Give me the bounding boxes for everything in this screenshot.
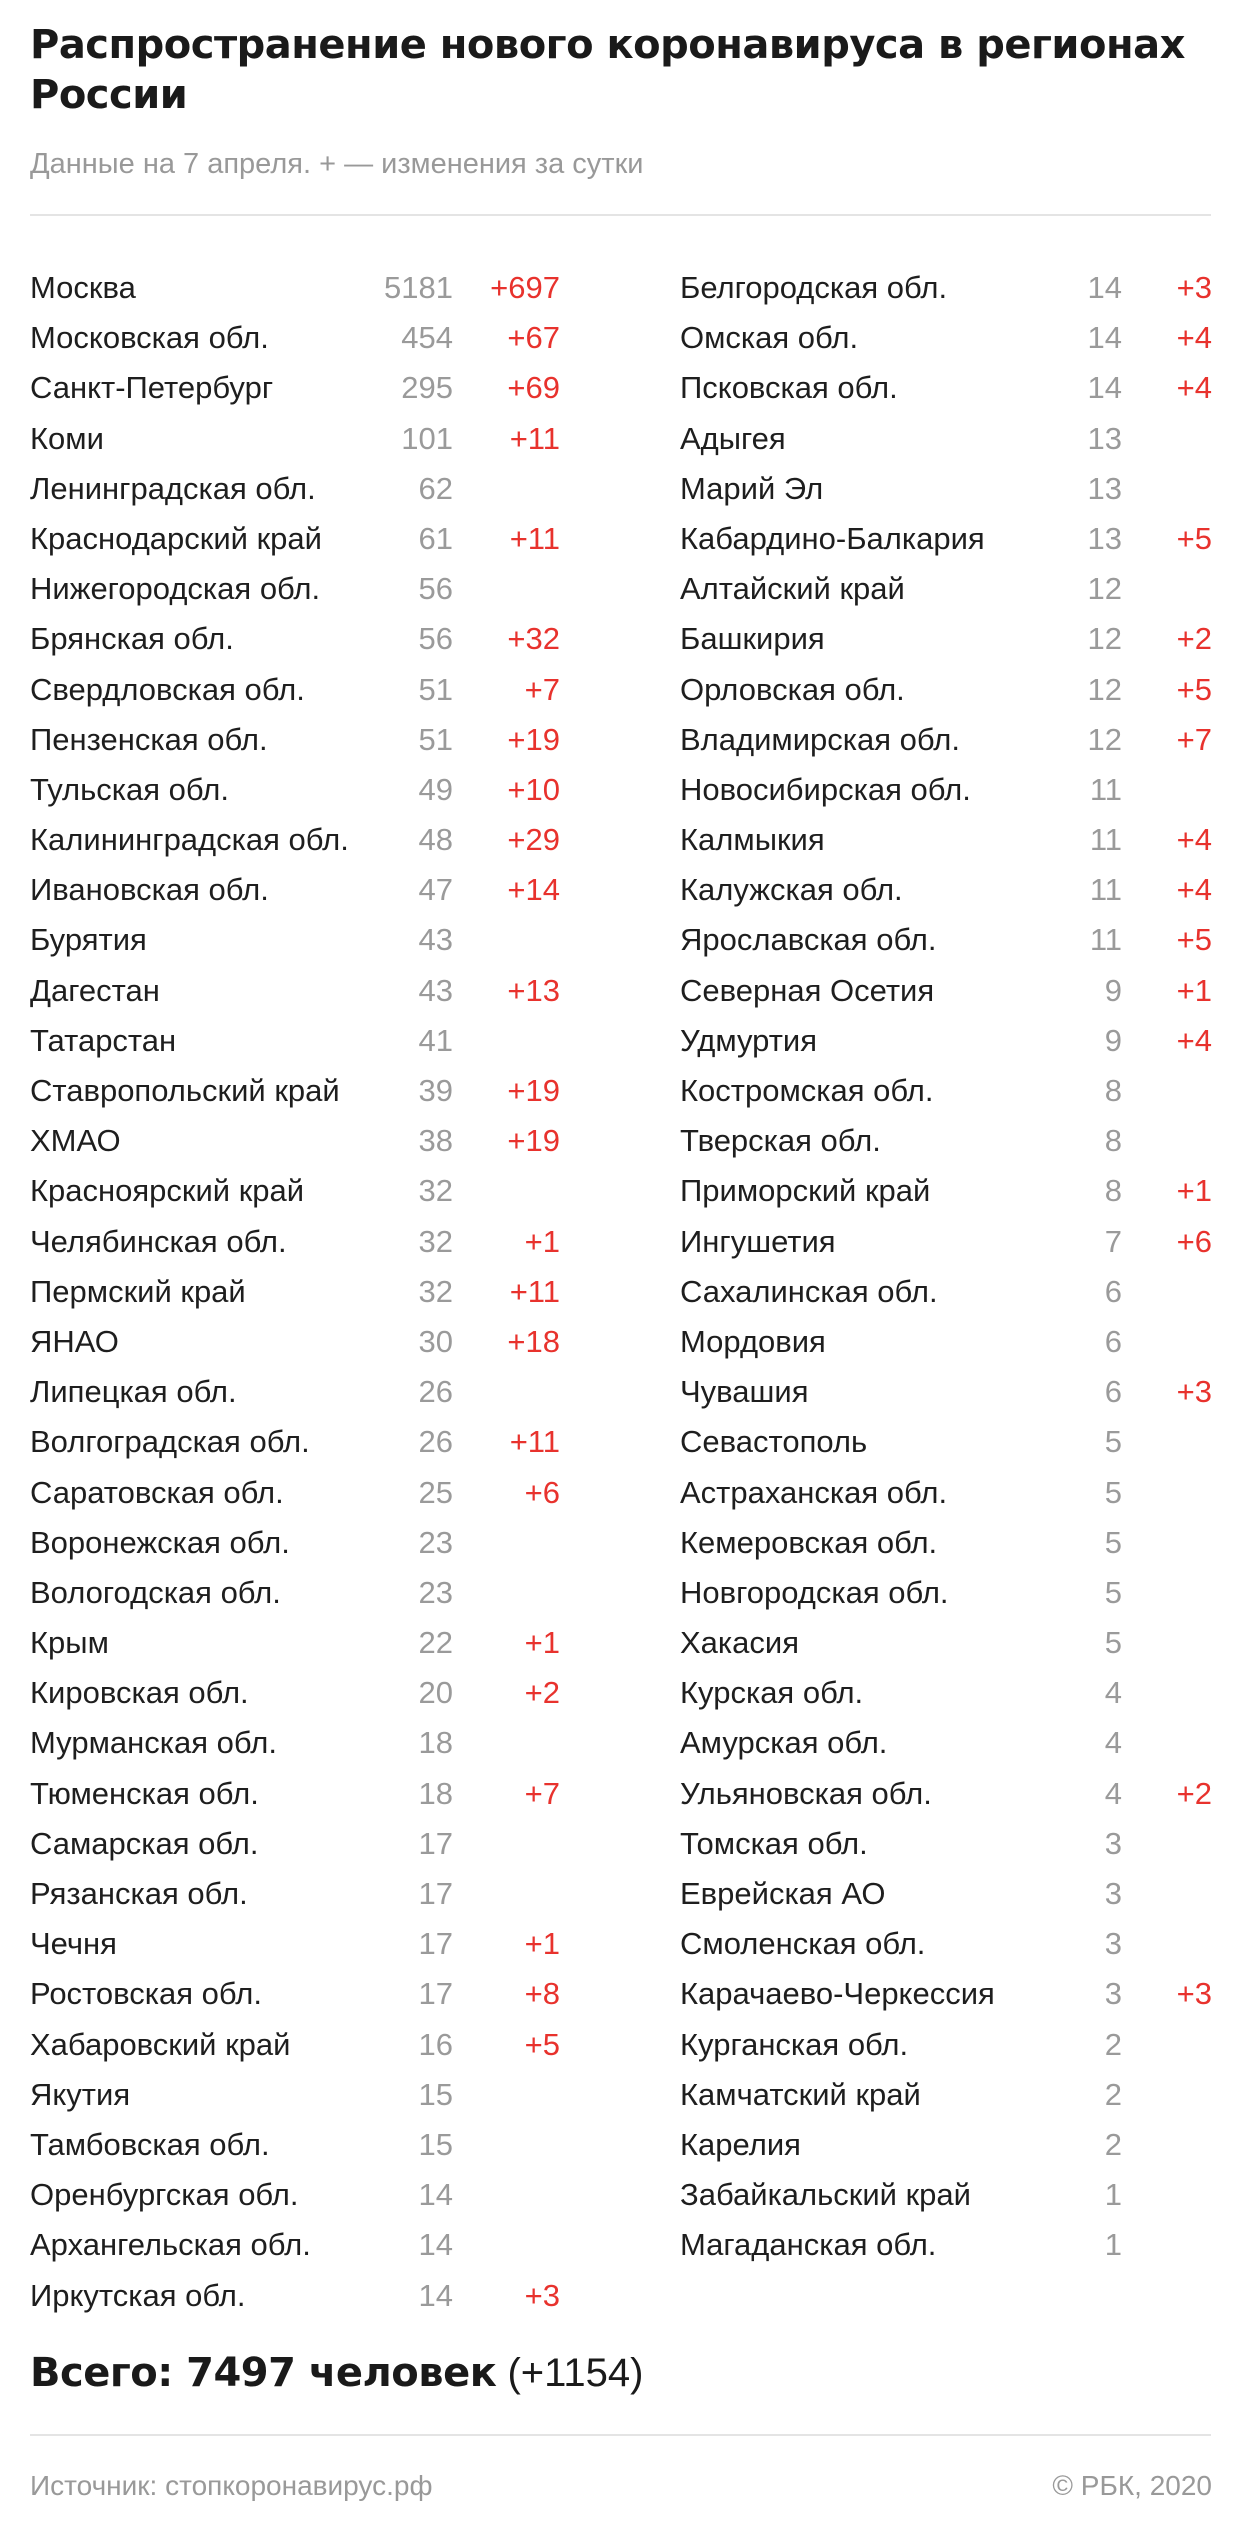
case-count: 6: [1104, 1323, 1122, 1359]
table-row: [680, 765, 1212, 815]
table-row: [30, 815, 560, 865]
case-count: 7: [1104, 1223, 1122, 1259]
table-row: [680, 614, 1212, 664]
case-count: 5: [1104, 1625, 1122, 1661]
daily-change: +5: [1176, 520, 1212, 556]
case-count: 2: [1104, 2126, 1122, 2162]
case-count: 51: [418, 671, 453, 707]
region-name: Московская обл.: [30, 320, 269, 356]
region-name: Псковская обл.: [680, 370, 898, 406]
daily-change: +11: [509, 1273, 560, 1309]
region-name: Красноярский край: [30, 1173, 305, 1209]
case-count: 8: [1104, 1073, 1122, 1108]
case-count: 5: [1104, 1574, 1122, 1610]
case-count: 23: [418, 1524, 453, 1560]
region-name: Омская обл.: [680, 320, 859, 356]
case-count: 9: [1104, 1022, 1122, 1058]
daily-change: +11: [509, 1424, 560, 1460]
case-count: 9: [1104, 972, 1122, 1008]
table-row: [30, 1668, 560, 1718]
region-name: Севастополь: [680, 1424, 868, 1460]
table-row: [30, 614, 560, 664]
table-row: [30, 1769, 560, 1819]
case-count: 18: [418, 1775, 453, 1811]
region-name: Башкирия: [680, 621, 825, 657]
case-count: 49: [418, 771, 453, 807]
region-name: Чечня: [30, 1926, 117, 1962]
region-name: Ульяновская обл.: [680, 1775, 932, 1811]
case-count: 11: [1089, 822, 1122, 858]
total-count: Всего: 7497 человек: [30, 2350, 497, 2396]
region-name: Кемеровская обл.: [680, 1524, 938, 1560]
region-name: Алтайский край: [680, 571, 905, 607]
region-name: Вологодская обл.: [30, 1574, 281, 1610]
case-count: 14: [1087, 270, 1122, 305]
case-count: 5: [1104, 1424, 1122, 1460]
case-count: 1: [1104, 2227, 1122, 2263]
region-name: Новгородская обл.: [680, 1574, 949, 1610]
case-count: 43: [418, 972, 453, 1008]
table-row: [30, 1718, 560, 1768]
case-count: 51: [418, 721, 453, 757]
table-row: [680, 313, 1212, 363]
table-row: [30, 1618, 560, 1668]
case-count: 6: [1104, 1374, 1122, 1410]
region-name: Новосибирская обл.: [680, 771, 971, 807]
case-count: 3: [1104, 1926, 1122, 1962]
region-name: Адыгея: [680, 420, 786, 456]
daily-change: +19: [507, 1123, 560, 1159]
region-name: ЯНАО: [30, 1323, 119, 1359]
case-count: 23: [418, 1574, 453, 1610]
daily-change: +5: [1176, 671, 1212, 707]
table-row: [30, 2220, 560, 2270]
case-count: 17: [418, 1876, 453, 1911]
chart-subtitle: Данные на 7 апреля. + — изменения за сутки: [30, 148, 644, 180]
table-row: [680, 1869, 1212, 1919]
region-name: Ростовская обл.: [30, 1976, 262, 2012]
region-name: Ярославская обл.: [680, 922, 937, 958]
table-row: [680, 363, 1212, 413]
case-count: 17: [418, 1976, 453, 2012]
region-name: Тюменская обл.: [30, 1775, 259, 1811]
region-name: Марий Эл: [680, 470, 824, 506]
case-count: 2: [1104, 2026, 1122, 2062]
table-row: [680, 1417, 1212, 1467]
region-name: Курская обл.: [680, 1675, 864, 1711]
daily-change: +1: [1176, 972, 1212, 1008]
table-row: [680, 1668, 1212, 1718]
region-name: Волгоградская обл.: [30, 1424, 310, 1460]
region-name: Северная Осетия: [680, 972, 935, 1008]
region-name: Крым: [30, 1625, 109, 1661]
chart-title: Распространение нового коронавируса в регионах России: [30, 22, 1185, 118]
region-name: Краснодарский край: [30, 520, 322, 556]
case-count: 25: [418, 1474, 453, 1510]
daily-change: +19: [507, 721, 560, 757]
daily-change: +2: [524, 1675, 560, 1711]
case-count: 13: [1087, 520, 1122, 556]
daily-change: +7: [524, 1775, 560, 1811]
table-row: [680, 2170, 1212, 2220]
bottom-divider: [30, 2434, 1211, 2436]
daily-change: +18: [507, 1323, 560, 1359]
table-row: [30, 1267, 560, 1317]
table-row: [680, 1066, 1212, 1116]
case-count: 48: [418, 822, 453, 858]
region-name: Москва: [30, 270, 136, 305]
case-count: 3: [1104, 1825, 1122, 1861]
table-row: [30, 1468, 560, 1518]
table-row: [680, 1819, 1212, 1869]
daily-change: +67: [507, 320, 560, 356]
daily-change: +5: [524, 2026, 560, 2062]
region-name: Коми: [30, 420, 104, 456]
daily-change: +4: [1176, 1022, 1212, 1058]
daily-change: +3: [524, 2277, 560, 2313]
table-row: [680, 715, 1212, 765]
region-name: Ленинградская обл.: [30, 470, 316, 506]
table-row: [30, 665, 560, 715]
region-name: Забайкальский край: [680, 2177, 971, 2213]
case-count: 295: [401, 370, 453, 406]
region-name: Амурская обл.: [680, 1725, 888, 1761]
region-name: Мурманская обл.: [30, 1725, 277, 1761]
table-row: [680, 1267, 1212, 1317]
region-name: Хакасия: [680, 1625, 800, 1661]
table-row: [30, 1869, 560, 1919]
region-name: Санкт-Петербург: [30, 370, 274, 406]
table-row: [680, 1568, 1212, 1618]
table-row: [680, 915, 1212, 965]
case-count: 454: [401, 320, 453, 356]
case-count: 47: [418, 872, 453, 908]
region-name: Тульская обл.: [30, 771, 229, 807]
table-row: [680, 1116, 1212, 1166]
table-row: [30, 715, 560, 765]
case-count: 17: [418, 1825, 453, 1861]
table-row: [30, 865, 560, 915]
case-count: 13: [1087, 420, 1122, 456]
case-count: 16: [418, 2026, 453, 2062]
region-name: Пензенская обл.: [30, 721, 268, 757]
case-count: 41: [418, 1022, 453, 1058]
copyright-note: © РБК, 2020: [1052, 2470, 1212, 2501]
region-name: Рязанская обл.: [30, 1876, 248, 1911]
region-name: Липецкая обл.: [30, 1374, 237, 1410]
case-count: 5181: [384, 270, 453, 305]
region-name: Сахалинская обл.: [680, 1273, 938, 1309]
daily-change: +1: [524, 1625, 560, 1661]
table-row: [680, 1317, 1212, 1367]
case-count: 11: [1089, 771, 1122, 807]
case-count: 2: [1104, 2076, 1122, 2112]
table-row: [30, 363, 560, 413]
table-row: [30, 1166, 560, 1216]
daily-change: +4: [1176, 370, 1212, 406]
daily-change: +6: [1176, 1223, 1212, 1259]
region-name: Томская обл.: [680, 1825, 868, 1861]
case-count: 14: [418, 2227, 453, 2263]
table-row: [30, 915, 560, 965]
region-name: Удмуртия: [680, 1022, 818, 1058]
table-row: [680, 865, 1212, 915]
case-count: 12: [1087, 721, 1122, 757]
case-count: 56: [418, 621, 453, 657]
region-name: Орловская обл.: [680, 671, 905, 707]
region-name: Ивановская обл.: [30, 872, 269, 908]
case-count: 20: [418, 1675, 453, 1711]
table-row: [30, 765, 560, 815]
table-row: [30, 1819, 560, 1869]
case-count: 14: [418, 2177, 453, 2213]
case-count: 15: [418, 2126, 453, 2162]
case-count: 11: [1089, 922, 1122, 958]
region-name: Камчатский край: [680, 2076, 921, 2112]
table-row: [680, 2220, 1212, 2270]
table-row: [30, 1518, 560, 1568]
region-name: Астраханская обл.: [680, 1474, 948, 1510]
region-name: Дагестан: [30, 972, 160, 1008]
case-count: 4: [1104, 1675, 1122, 1711]
table-row: [680, 966, 1212, 1016]
case-count: 56: [418, 571, 453, 607]
case-count: 32: [418, 1223, 453, 1259]
daily-change: +11: [509, 520, 560, 556]
daily-change: +10: [507, 771, 560, 807]
region-name: Пермский край: [30, 1273, 246, 1309]
table-row: [30, 966, 560, 1016]
daily-change: +1: [524, 1926, 560, 1962]
region-name: Хабаровский край: [30, 2026, 291, 2062]
region-name: Мордовия: [680, 1323, 826, 1359]
table-row: [30, 1066, 560, 1116]
region-name: Смоленская обл.: [680, 1926, 926, 1962]
region-name: Магаданская обл.: [680, 2227, 937, 2263]
region-table-left-column: [30, 263, 560, 2321]
table-row: [680, 1217, 1212, 1267]
case-count: 3: [1104, 1876, 1122, 1911]
case-count: 8: [1104, 1123, 1122, 1159]
table-row: [680, 1769, 1212, 1819]
case-count: 11: [1089, 872, 1122, 908]
case-count: 32: [418, 1273, 453, 1309]
case-count: 14: [1087, 320, 1122, 356]
table-row: [30, 1969, 560, 2019]
region-name: Кабардино-Балкария: [680, 520, 985, 556]
table-row: [680, 1367, 1212, 1417]
region-name: Самарская обл.: [30, 1825, 259, 1861]
top-divider: [30, 214, 1211, 216]
case-count: 3: [1104, 1976, 1122, 2012]
table-row: [30, 2070, 560, 2120]
region-name: Челябинская обл.: [30, 1223, 287, 1259]
table-row: [680, 1016, 1212, 1066]
table-row: [680, 1166, 1212, 1216]
daily-change: +7: [1176, 721, 1212, 757]
table-row: [30, 464, 560, 514]
region-name: Архангельская обл.: [30, 2227, 311, 2263]
table-row: [30, 263, 560, 313]
daily-change: +32: [507, 621, 560, 657]
case-count: 22: [418, 1625, 453, 1661]
daily-change: +69: [507, 370, 560, 406]
table-row: [30, 313, 560, 363]
table-row: [680, 815, 1212, 865]
table-row: [30, 2170, 560, 2220]
region-name: ХМАО: [30, 1123, 121, 1159]
region-name: Иркутская обл.: [30, 2277, 246, 2313]
case-count: 5: [1104, 1474, 1122, 1510]
region-name: Карачаево-Черкессия: [680, 1976, 995, 2012]
table-row: [30, 1217, 560, 1267]
daily-change: +11: [509, 420, 560, 456]
daily-change: +7: [524, 671, 560, 707]
daily-change: +6: [524, 1474, 560, 1510]
case-count: 4: [1104, 1725, 1122, 1761]
table-row: [680, 1618, 1212, 1668]
daily-change: +5: [1176, 922, 1212, 958]
table-row: [30, 564, 560, 614]
table-row: [30, 1016, 560, 1066]
case-count: 1: [1104, 2177, 1122, 2213]
case-count: 6: [1104, 1273, 1122, 1309]
case-count: 13: [1087, 470, 1122, 506]
case-count: 38: [418, 1123, 453, 1159]
daily-change: +29: [507, 822, 560, 858]
region-name: Калужская обл.: [680, 872, 903, 908]
region-name: Тверская обл.: [680, 1123, 881, 1159]
table-row: [30, 1919, 560, 1969]
region-name: Курганская обл.: [680, 2026, 909, 2062]
table-row: [680, 665, 1212, 715]
table-row: [680, 1969, 1212, 2019]
table-row: [680, 1518, 1212, 1568]
daily-change: +19: [507, 1073, 560, 1108]
region-name: Тамбовская обл.: [30, 2126, 270, 2162]
daily-change: +1: [1176, 1173, 1212, 1209]
source-note: Источник: стопкоронавирус.рф: [30, 2470, 433, 2501]
region-name: Саратовская обл.: [30, 1474, 284, 1510]
case-count: 12: [1087, 621, 1122, 657]
case-count: 14: [418, 2277, 453, 2313]
region-name: Нижегородская обл.: [30, 571, 321, 607]
table-row: [680, 2070, 1212, 2120]
table-row: [30, 2120, 560, 2170]
table-row: [680, 564, 1212, 614]
daily-change: +2: [1176, 621, 1212, 657]
region-name: Ставропольский край: [30, 1073, 340, 1108]
region-name: Белгородская обл.: [680, 270, 948, 305]
table-row: [30, 2271, 560, 2321]
region-name: Калининградская обл.: [30, 822, 349, 858]
region-name: Карелия: [680, 2126, 801, 2162]
case-count: 14: [1087, 370, 1122, 406]
daily-change: +14: [507, 872, 560, 908]
daily-change: +13: [507, 972, 560, 1008]
case-count: 5: [1104, 1524, 1122, 1560]
case-count: 43: [418, 922, 453, 958]
case-count: 62: [418, 470, 453, 506]
table-row: [680, 1919, 1212, 1969]
region-name: Владимирская обл.: [680, 721, 960, 757]
case-count: 12: [1087, 571, 1122, 607]
total-change: (+1154): [507, 2351, 644, 2395]
region-table-right-column: [680, 263, 1212, 2271]
table-row: [30, 1417, 560, 1467]
case-count: 18: [418, 1725, 453, 1761]
region-name: Калмыкия: [680, 822, 825, 858]
table-row: [30, 2020, 560, 2070]
region-name: Воронежская обл.: [30, 1524, 290, 1560]
table-row: [30, 514, 560, 564]
table-row: [680, 2120, 1212, 2170]
region-name: Костромская обл.: [680, 1073, 934, 1108]
case-count: 30: [418, 1323, 453, 1359]
table-row: [30, 1317, 560, 1367]
region-name: Бурятия: [30, 922, 147, 958]
daily-change: +8: [524, 1976, 560, 2012]
case-count: 26: [418, 1374, 453, 1410]
table-row: [680, 263, 1212, 313]
table-row: [680, 2020, 1212, 2070]
total-line: [30, 2348, 643, 2398]
region-name: Якутия: [30, 2076, 131, 2112]
daily-change: +2: [1176, 1775, 1212, 1811]
region-name: Еврейская АО: [680, 1876, 886, 1911]
daily-change: +3: [1176, 270, 1212, 305]
table-row: [680, 1468, 1212, 1518]
region-name: Кировская обл.: [30, 1675, 249, 1711]
region-name: Чувашия: [680, 1374, 809, 1410]
case-count: 12: [1087, 671, 1122, 707]
daily-change: +4: [1176, 822, 1212, 858]
daily-change: +697: [490, 270, 560, 305]
case-count: 4: [1104, 1775, 1122, 1811]
case-count: 101: [401, 420, 453, 456]
region-name: Ингушетия: [680, 1223, 836, 1259]
case-count: 17: [418, 1926, 453, 1962]
table-row: [680, 514, 1212, 564]
table-row: [680, 464, 1212, 514]
table-row: [30, 1116, 560, 1166]
case-count: 61: [418, 520, 453, 556]
case-count: 32: [418, 1173, 453, 1209]
daily-change: +4: [1176, 320, 1212, 356]
daily-change: +3: [1176, 1976, 1212, 2012]
region-name: Оренбургская обл.: [30, 2177, 299, 2213]
daily-change: +3: [1176, 1374, 1212, 1410]
table-row: [680, 1718, 1212, 1768]
region-name: Свердловская обл.: [30, 671, 305, 707]
table-row: [30, 414, 560, 464]
table-row: [30, 1367, 560, 1417]
table-row: [680, 414, 1212, 464]
region-name: Татарстан: [30, 1022, 177, 1058]
region-name: Приморский край: [680, 1173, 931, 1209]
case-count: 8: [1104, 1173, 1122, 1209]
daily-change: +4: [1176, 872, 1212, 908]
table-row: [30, 1568, 560, 1618]
daily-change: +1: [524, 1223, 560, 1259]
region-name: Брянская обл.: [30, 621, 234, 657]
case-count: 15: [418, 2076, 453, 2112]
case-count: 39: [418, 1073, 453, 1108]
case-count: 26: [418, 1424, 453, 1460]
